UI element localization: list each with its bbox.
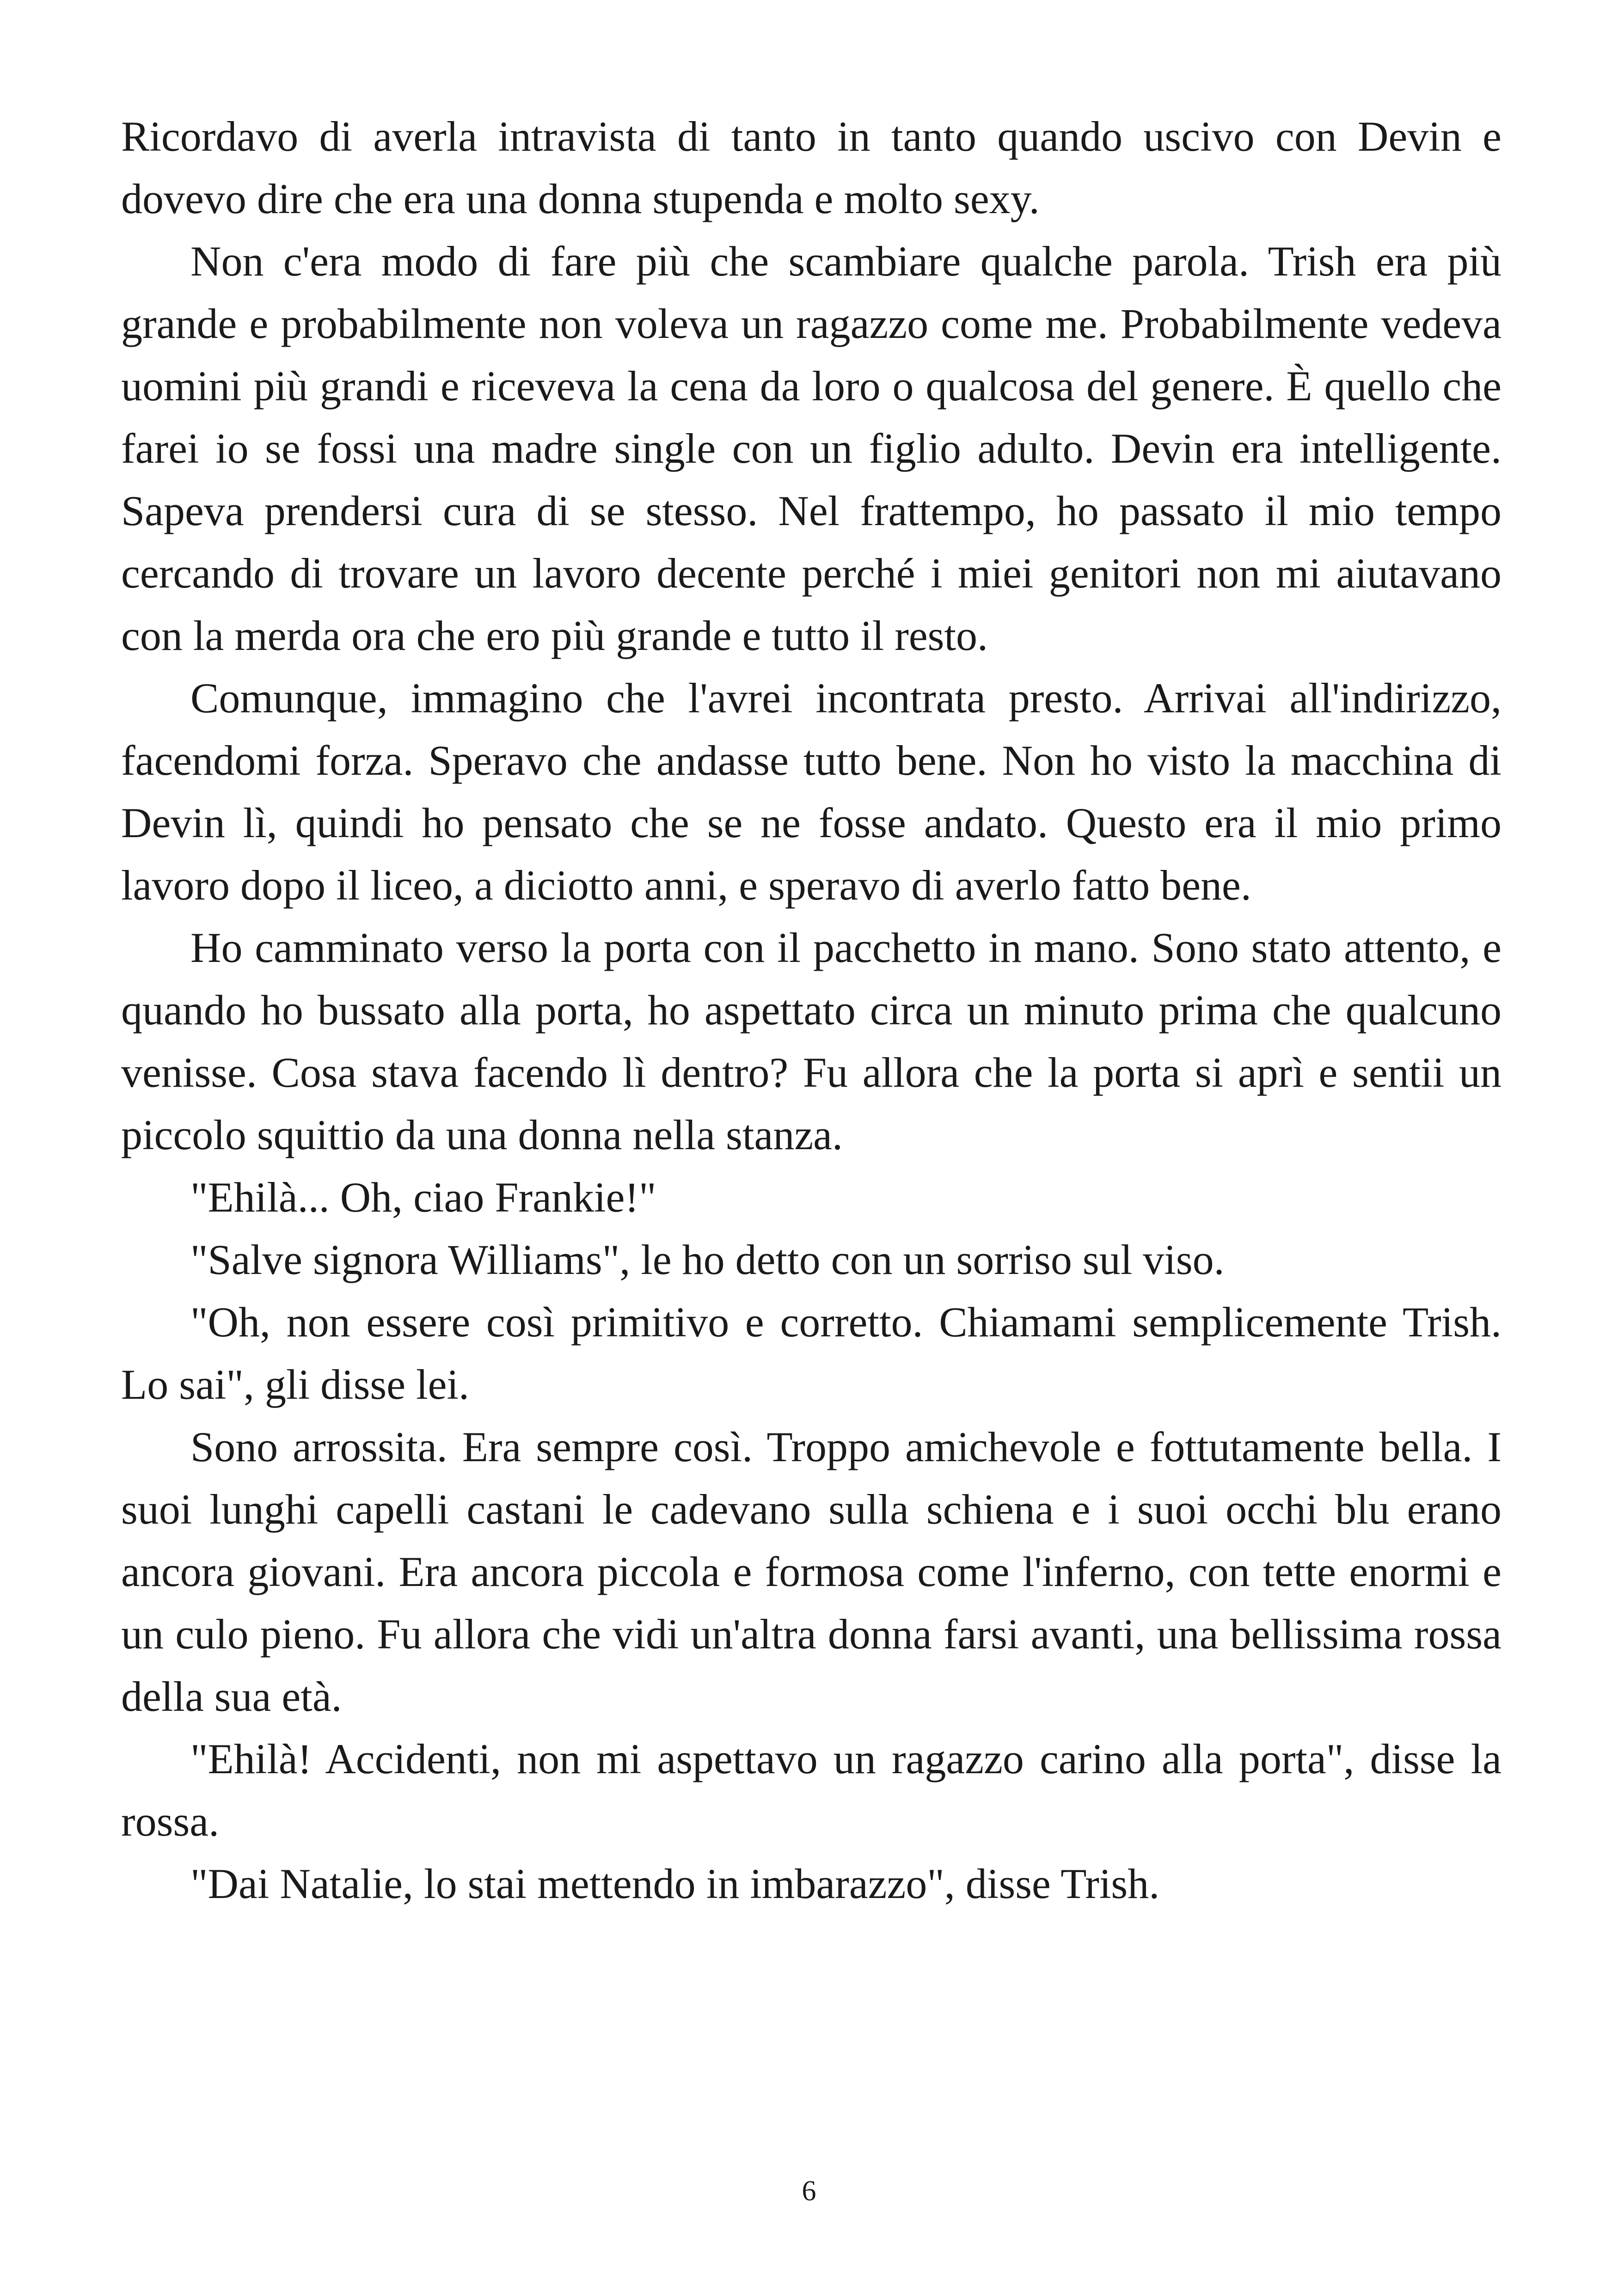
paragraph: Non c'era modo di fare più che scambiare qualche parola. Trish era più grande e probabilmente non voleva un ragazzo come me. Probabilmente vedeva uomini più grandi e riceveva la cena da loro o qualcosa del genere. È quello che farei io se fossi una madre single con un figlio adulto. Devin era intelligente. Sapeva prendersi cura di se stesso. Nel frattempo, ho passato il mio tempo cercando di trovare un lavoro decente perché i miei genitori non mi aiutavano con la merda ora che ero più grande e tutto il resto.	[121, 238, 1502, 659]
dialogue-line: "Ehilà! Accidenti, non mi aspettavo un ragazzo carino alla porta", disse la rossa.	[121, 1735, 1502, 1845]
page-number: 6	[802, 2175, 816, 2207]
paragraph: Comunque, immagino che l'avrei incontrata presto. Arrivai all'indirizzo, facendomi forza. Speravo che andasse tutto bene. Non ho visto la macchina di Devin lì, quindi ho pensato che se ne fosse andato. Questo era il mio primo lavoro dopo il liceo, a diciotto anni, e speravo di averlo fatto bene.	[121, 674, 1502, 909]
paragraph: Sono arrossita. Era sempre così. Troppo amichevole e fottutamente bella. I suoi lunghi capelli castani le cadevano sulla schiena e i suoi occhi blu erano ancora giovani. Era ancora piccola e formosa come l'inferno, con tette enormi e un culo pieno. Fu allora che vidi un'altra donna farsi avanti, una bellissima rossa della sua età.	[121, 1423, 1502, 1720]
dialogue-line: "Dai Natalie, lo stai mettendo in imbarazzo", disse Trish.	[190, 1860, 1160, 1907]
dialogue-line: "Salve signora Williams", le ho detto con un sorriso sul viso.	[190, 1236, 1225, 1283]
paragraph: Ricordavo di averla intravista di tanto in tanto quando uscivo con Devin e dovevo dire che era una donna stupenda e molto sexy.	[121, 113, 1502, 222]
paragraph: Ho camminato verso la porta con il pacchetto in mano. Sono stato attento, e quando ho bussato alla porta, ho aspettato circa un minuto prima che qualcuno venisse. Cosa stava facendo lì dentro? Fu allora che la porta si aprì e sentii un piccolo squittio da una donna nella stanza.	[121, 924, 1502, 1158]
page-body	[121, 105, 1502, 1915]
dialogue-line: "Ehilà... Oh, ciao Frankie!"	[190, 1174, 656, 1221]
dialogue-line: "Oh, non essere così primitivo e corretto. Chiamami semplicemente Trish. Lo sai", gli disse lei.	[121, 1298, 1502, 1408]
